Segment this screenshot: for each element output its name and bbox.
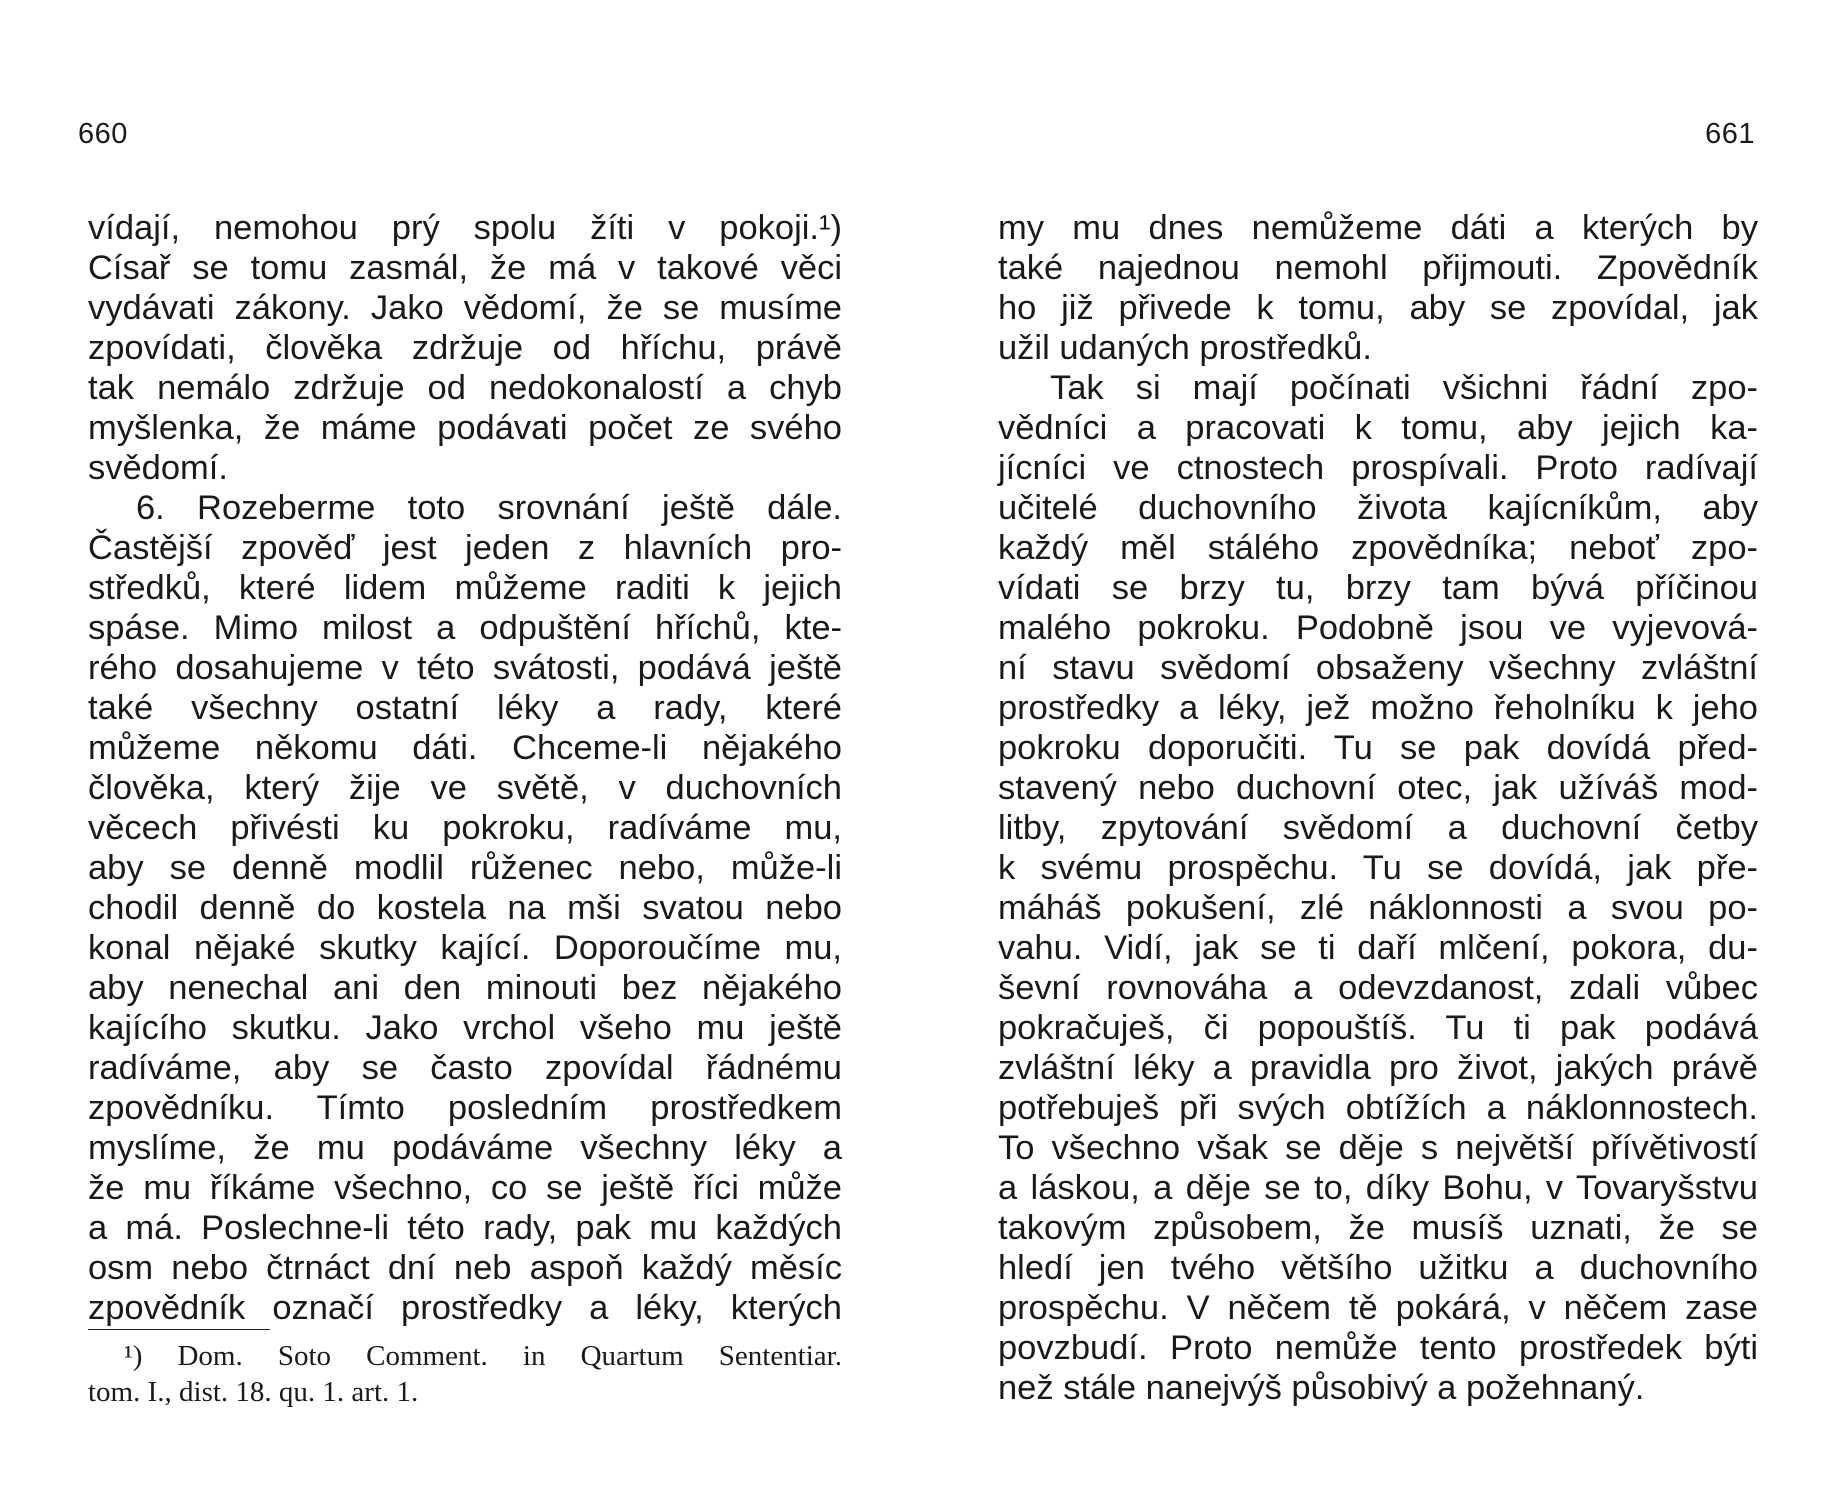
text-line: učitelé duchovního života kajícníkům, aby	[998, 489, 1758, 527]
footnote	[88, 1338, 842, 1410]
text-line: každý měl stálého zpovědníka; neboť zpo-	[998, 529, 1758, 567]
text-line: prospěchu. V něčem tě pokárá, v něčem zase	[998, 1289, 1758, 1327]
text-line: myšlenka, že máme podávati počet ze svého	[88, 409, 842, 447]
left-page-text	[88, 208, 842, 1328]
text-line: 6. Rozeberme toto srovnání ještě dále.	[136, 489, 842, 527]
text-line: zpovídati, člověka zdržuje od hříchu, právě	[88, 329, 842, 367]
text-line: zvláštní léky a pravidla pro život, jakých právě	[998, 1049, 1758, 1087]
text-line: aby nenechal ani den minouti bez nějakého	[88, 969, 842, 1007]
text-line: také všechny ostatní léky a rady, které	[88, 689, 842, 727]
text-line: než stále nanejvýš působivý a požehnaný.	[998, 1369, 1645, 1407]
text-line: vídají, nemohou prý spolu žíti v pokoji.¹)	[88, 209, 842, 247]
text-line: Častější zpověď jest jeden z hlavních pro-	[88, 529, 842, 567]
footnote-divider	[88, 1329, 270, 1330]
text-line: potřebuješ při svých obtížích a náklonnostech.	[998, 1089, 1758, 1127]
footnote-line: ¹) Dom. Soto Comment. in Quartum Sententiar.	[124, 1340, 842, 1372]
footnote-line: tom. I., dist. 18. qu. 1. art. 1.	[88, 1376, 419, 1408]
text-line: a láskou, a děje se to, díky Bohu, v Tovaryšstvu	[998, 1169, 1758, 1207]
text-line: spáse. Mimo milost a odpuštění hříchů, kte-	[88, 609, 842, 647]
text-line: k svému prospěchu. Tu se dovídá, jak pře-	[998, 849, 1758, 887]
text-line: chodil denně do kostela na mši svatou nebo	[88, 889, 842, 927]
text-line: ní stavu svědomí obsaženy všechny zvláštní	[998, 649, 1758, 687]
text-line: věcech přivésti ku pokroku, radíváme mu,	[88, 809, 842, 847]
text-line: litby, zpytování svědomí a duchovní četby	[998, 809, 1758, 847]
right-page	[912, 0, 1824, 1500]
text-line: jícníci ve ctnostech prospívali. Proto radívají	[998, 449, 1758, 487]
text-line: takovým způsobem, že musíš uznati, že se	[998, 1209, 1758, 1247]
text-line: Tak si mají počínati všichni řádní zpo-	[1050, 369, 1758, 407]
text-line: stavený nebo duchovní otec, jak užíváš mod-	[998, 769, 1758, 807]
text-line: že mu říkáme všechno, co se ještě říci může	[88, 1169, 842, 1207]
text-line: ševní rovnováha a odevzdanost, zdali vůbec	[998, 969, 1758, 1007]
text-line: máháš pokušení, zlé náklonnosti a svou po-	[998, 889, 1758, 927]
right-page-number: 661	[1705, 118, 1755, 150]
text-line: konal nějaké skutky kající. Doporoučíme mu,	[88, 929, 842, 967]
text-line: prostředky a léky, jež možno řeholníku k jeho	[998, 689, 1758, 727]
right-page-text	[998, 208, 1758, 1408]
text-line: člověka, který žije ve světě, v duchovních	[88, 769, 842, 807]
text-line: zpovědníku. Tímto posledním prostředkem	[88, 1089, 842, 1127]
text-line: svědomí.	[88, 449, 228, 487]
text-line: osm nebo čtrnáct dní neb aspoň každý měsíc	[88, 1249, 842, 1287]
text-line: myslíme, že mu podáváme všechny léky a	[88, 1129, 842, 1167]
text-line: aby se denně modlil růženec nebo, může-li	[88, 849, 842, 887]
text-line: zpovědník označí prostředky a léky, kterých	[88, 1289, 842, 1327]
left-page-number: 660	[78, 118, 128, 150]
text-line: můžeme někomu dáti. Chceme-li nějakého	[88, 729, 842, 767]
text-line: To všechno však se děje s největší přívětivostí	[998, 1129, 1758, 1167]
text-line: užil udaných prostředků.	[998, 329, 1372, 367]
text-line: středků, které lidem můžeme raditi k jejich	[88, 569, 842, 607]
text-line: vědníci a pracovati k tomu, aby jejich ka-	[998, 409, 1758, 447]
text-line: my mu dnes nemůžeme dáti a kterých by	[998, 209, 1758, 247]
text-line: Císař se tomu zasmál, že má v takové věci	[88, 249, 842, 287]
text-line: vídati se brzy tu, brzy tam bývá příčinou	[998, 569, 1758, 607]
text-line: hledí jen tvého většího užitku a duchovního	[998, 1249, 1758, 1287]
text-line: rého dosahujeme v této svátosti, podává ještě	[88, 649, 842, 687]
text-line: ho již přivede k tomu, aby se zpovídal, jak	[998, 289, 1758, 327]
text-line: a má. Poslechne-li této rady, pak mu každých	[88, 1209, 842, 1247]
text-line: pokračuješ, či popouštíš. Tu ti pak podává	[998, 1009, 1758, 1047]
text-line: vydávati zákony. Jako vědomí, že se musíme	[88, 289, 842, 327]
text-line: vahu. Vidí, jak se ti daří mlčení, pokora, du-	[998, 929, 1758, 967]
text-line: pokroku doporučiti. Tu se pak dovídá před-	[998, 729, 1758, 767]
text-line: také najednou nemohl přijmouti. Zpovědník	[998, 249, 1758, 287]
text-line: tak nemálo zdržuje od nedokonalostí a chyb	[88, 369, 842, 407]
text-line: povzbudí. Proto nemůže tento prostředek býti	[998, 1329, 1758, 1367]
text-line: malého pokroku. Podobně jsou ve vyjevová-	[998, 609, 1758, 647]
text-line: kajícího skutku. Jako vrchol všeho mu ještě	[88, 1009, 842, 1047]
text-line: radíváme, aby se často zpovídal řádnému	[88, 1049, 842, 1087]
